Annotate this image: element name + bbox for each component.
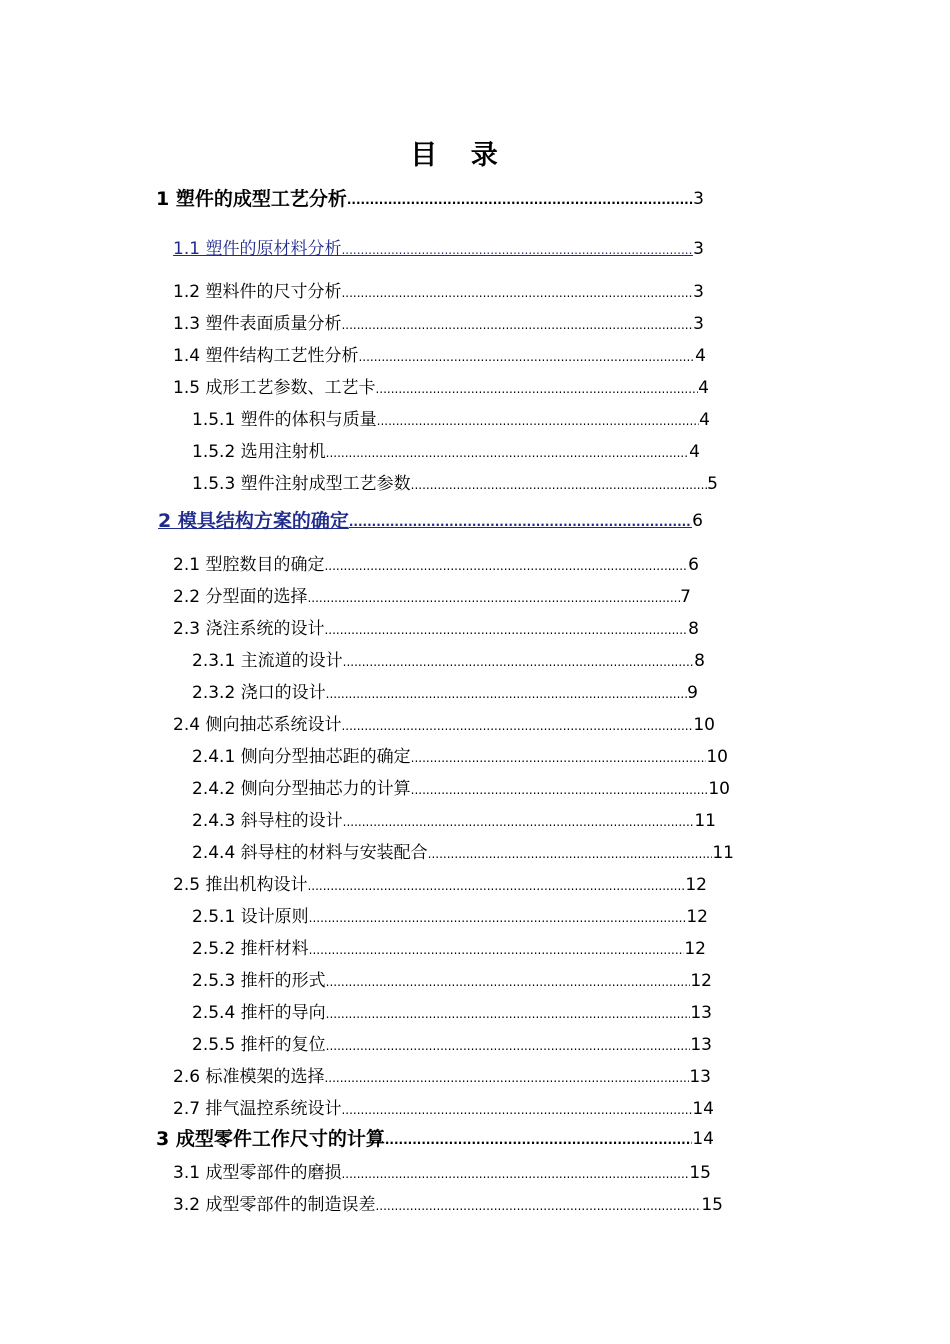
toc-leader-dots — [326, 1007, 691, 1021]
toc-entry-label: 2.4 侧向抽芯系统设计 — [173, 715, 342, 735]
toc-entry-label: 2.3.2 浇口的设计 — [192, 683, 326, 703]
toc-entry-2-5-5[interactable] — [192, 1034, 712, 1056]
toc-entry-2-4-2[interactable] — [192, 778, 730, 800]
toc-leader-dots — [411, 783, 709, 797]
toc-page-number: 10 — [708, 779, 730, 799]
toc-page-number: 7 — [680, 587, 691, 607]
toc-page-number: 14 — [692, 1129, 714, 1149]
toc-entry-label: 2.5.4 推杆的导向 — [192, 1003, 326, 1023]
toc-entry-3-2[interactable] — [173, 1194, 723, 1216]
toc-page-number: 11 — [694, 811, 716, 831]
toc-leader-dots — [307, 879, 685, 893]
toc-page-number: 6 — [688, 555, 699, 575]
toc-page-number: 3 — [693, 239, 704, 259]
toc-page-number: 4 — [698, 378, 709, 398]
toc-entry-2-5[interactable] — [173, 874, 707, 896]
toc-leader-dots — [324, 559, 688, 573]
toc-entry-label: 2.1 型腔数目的确定 — [173, 555, 325, 575]
toc-entry-label: 2 模具结构方案的确定 — [158, 510, 349, 532]
toc-entry-1-4[interactable] — [173, 345, 706, 367]
toc-leader-dots — [343, 655, 695, 669]
toc-leader-dots — [428, 847, 713, 861]
toc-entry-label: 1.5.2 选用注射机 — [192, 442, 326, 462]
toc-leader-dots — [343, 815, 695, 829]
toc-page-number: 14 — [692, 1099, 714, 1119]
toc-page-number: 3 — [693, 282, 704, 302]
toc-entry-label: 1.5.1 塑件的体积与质量 — [192, 410, 377, 430]
toc-entry-1[interactable] — [156, 188, 704, 210]
toc-entry-1-5-3[interactable] — [192, 473, 718, 495]
toc-page-number: 10 — [693, 715, 715, 735]
toc-page-number: 12 — [686, 907, 708, 927]
toc-entry-2-3-1[interactable] — [192, 650, 705, 672]
toc-leader-dots — [324, 1071, 689, 1085]
toc-entry-label: 1 塑件的成型工艺分析 — [156, 188, 347, 210]
toc-entry-label: 3.2 成型零部件的制造误差 — [173, 1195, 376, 1215]
toc-page-number: 3 — [693, 314, 704, 334]
toc-entry-2-2[interactable] — [173, 586, 691, 608]
toc-page-number: 8 — [694, 651, 705, 671]
toc-page-number: 5 — [707, 474, 718, 494]
toc-leader-dots — [375, 1199, 701, 1213]
toc-leader-dots — [309, 911, 687, 925]
toc-page-number: 12 — [684, 939, 706, 959]
toc-page-number: 12 — [690, 971, 712, 991]
toc-page-number: 10 — [706, 747, 728, 767]
toc-leader-dots — [375, 382, 698, 396]
toc-entry-2-4-1[interactable] — [192, 746, 728, 768]
toc-entry-label: 2.3.1 主流道的设计 — [192, 651, 343, 671]
toc-entry-label: 1.5 成形工艺参数、工艺卡 — [173, 378, 376, 398]
toc-entry-1-2[interactable] — [173, 281, 704, 303]
page-title: 目 录 — [410, 140, 510, 171]
toc-page-number: 4 — [689, 442, 700, 462]
toc-entry-2-5-3[interactable] — [192, 970, 712, 992]
toc-leader-dots — [358, 350, 695, 364]
toc-leader-dots — [411, 478, 708, 492]
toc-entry-1-5-1[interactable] — [192, 409, 710, 431]
toc-entry-2-7[interactable] — [173, 1098, 714, 1120]
toc-entry-label: 1.2 塑料件的尺寸分析 — [173, 282, 342, 302]
toc-leader-dots — [349, 515, 692, 529]
toc-entry-2-4-3[interactable] — [192, 810, 716, 832]
toc-entry-label: 2.4.2 侧向分型抽芯力的计算 — [192, 779, 411, 799]
toc-leader-dots — [341, 318, 693, 332]
toc-leader-dots — [326, 1039, 691, 1053]
toc-entry-2-1[interactable] — [173, 554, 699, 576]
toc-entry-label: 2.3 浇注系统的设计 — [173, 619, 325, 639]
toc-leader-dots — [411, 751, 707, 765]
toc-page-number: 13 — [689, 1067, 711, 1087]
toc-leader-dots — [341, 1167, 689, 1181]
toc-entry-label: 2.4.1 侧向分型抽芯距的确定 — [192, 747, 411, 767]
toc-entry-label: 2.2 分型面的选择 — [173, 587, 308, 607]
toc-entry-label: 1.3 塑件表面质量分析 — [173, 314, 342, 334]
toc-entry-2-6[interactable] — [173, 1066, 711, 1088]
toc-leader-dots — [377, 414, 700, 428]
toc-entry-label: 2.7 排气温控系统设计 — [173, 1099, 342, 1119]
toc-leader-dots — [341, 719, 693, 733]
toc-entry-1-5[interactable] — [173, 377, 709, 399]
toc-page-number: 15 — [689, 1163, 711, 1183]
toc-entry-label: 1.4 塑件结构工艺性分析 — [173, 346, 359, 366]
toc-entry-label: 2.5 推出机构设计 — [173, 875, 308, 895]
toc-entry-label: 2.4.3 斜导柱的设计 — [192, 811, 343, 831]
toc-leader-dots — [326, 687, 688, 701]
toc-leader-dots — [341, 1103, 692, 1117]
toc-page-number: 6 — [692, 511, 703, 531]
toc-entry-2-5-2[interactable] — [192, 938, 706, 960]
toc-entry-1-5-2[interactable] — [192, 441, 700, 463]
toc-leader-dots — [309, 943, 685, 957]
toc-entry-2-4[interactable] — [173, 714, 715, 736]
toc-page-number: 15 — [701, 1195, 723, 1215]
toc-page-number: 3 — [693, 189, 704, 209]
toc-page-number: 11 — [712, 843, 734, 863]
toc-page-number: 8 — [688, 619, 699, 639]
toc-entry-1-1[interactable] — [173, 238, 704, 260]
toc-entry-3-1[interactable] — [173, 1162, 711, 1184]
toc-entry-label: 3 成型零件工作尺寸的计算 — [156, 1128, 385, 1150]
toc-leader-dots — [341, 243, 693, 257]
toc-entry-label: 2.5.3 推杆的形式 — [192, 971, 326, 991]
toc-entry-2-5-1[interactable] — [192, 906, 708, 928]
toc-entry-label: 1.1 塑件的原材料分析 — [173, 239, 342, 259]
toc-leader-dots — [385, 1133, 693, 1147]
toc-entry-2-4-4[interactable] — [192, 842, 734, 864]
toc-page-number: 4 — [699, 410, 710, 430]
toc-entry-3[interactable] — [156, 1128, 714, 1150]
toc-entry-label: 2.5.5 推杆的复位 — [192, 1035, 326, 1055]
toc-leader-dots — [326, 975, 691, 989]
toc-page-number: 9 — [687, 683, 698, 703]
toc-entry-label: 1.5.3 塑件注射成型工艺参数 — [192, 474, 411, 494]
toc-page-number: 12 — [685, 875, 707, 895]
toc-entry-1-3[interactable] — [173, 313, 704, 335]
toc-page-number: 13 — [690, 1035, 712, 1055]
toc-leader-dots — [347, 193, 693, 207]
toc-page-number: 13 — [690, 1003, 712, 1023]
toc-leader-dots — [326, 446, 690, 460]
toc-entry-2[interactable] — [158, 510, 703, 532]
toc-entry-2-3-2[interactable] — [192, 682, 698, 704]
toc-entry-label: 3.1 成型零部件的磨损 — [173, 1163, 342, 1183]
toc-leader-dots — [324, 623, 688, 637]
toc-entry-label: 2.6 标准模架的选择 — [173, 1067, 325, 1087]
toc-page-number: 4 — [695, 346, 706, 366]
toc-entry-label: 2.5.1 设计原则 — [192, 907, 309, 927]
toc-entry-2-3[interactable] — [173, 618, 699, 640]
toc-leader-dots — [307, 591, 680, 605]
toc-entry-label: 2.5.2 推杆材料 — [192, 939, 309, 959]
toc-leader-dots — [341, 286, 693, 300]
toc-entry-2-5-4[interactable] — [192, 1002, 712, 1024]
toc-entry-label: 2.4.4 斜导柱的材料与安装配合 — [192, 843, 428, 863]
